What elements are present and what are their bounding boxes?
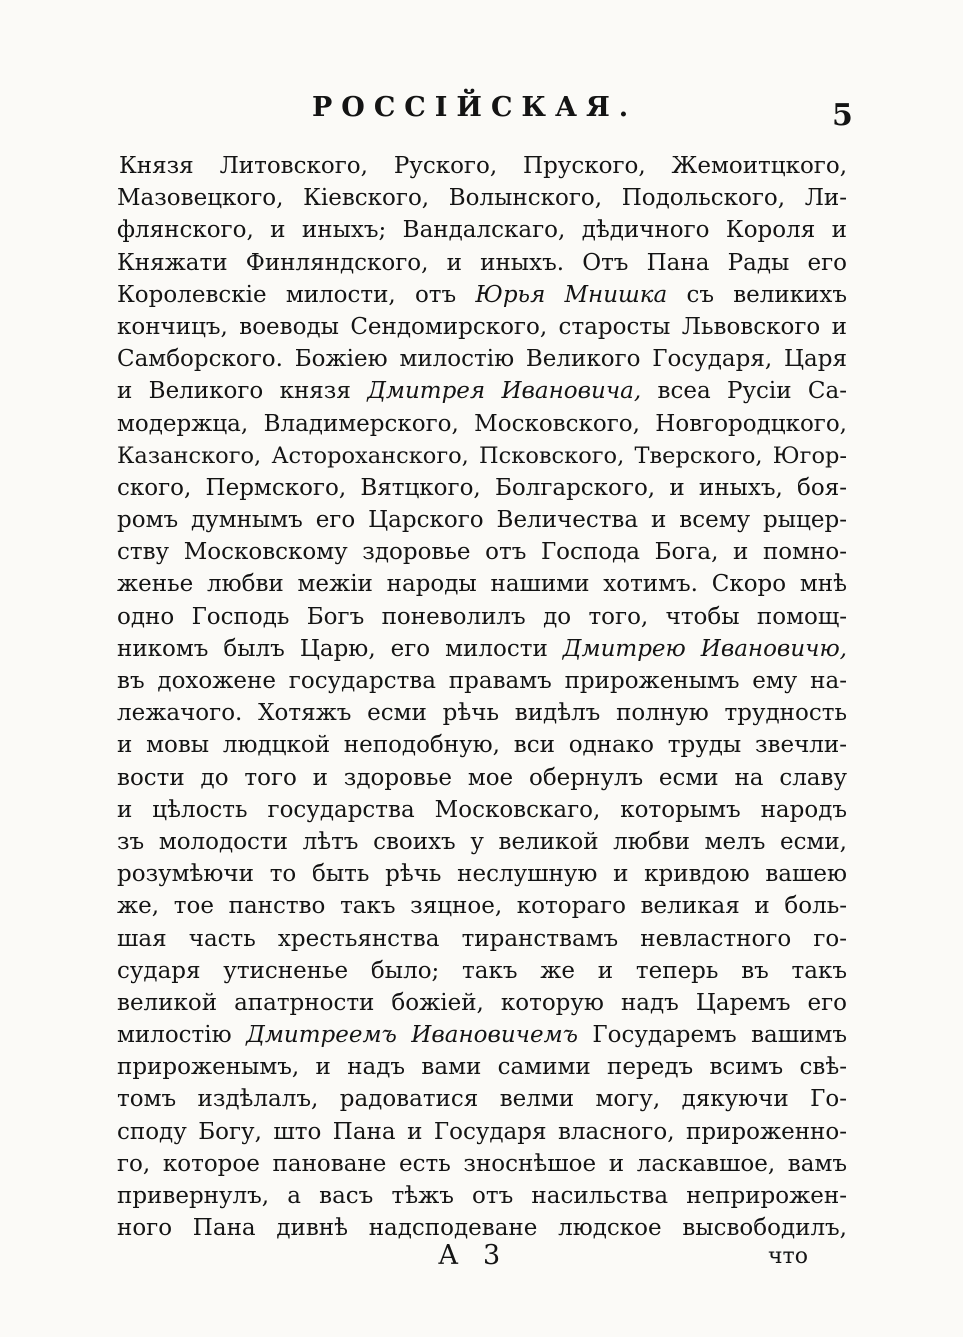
text-run: сударя утисненье было; такъ же и теперь въ такъ bbox=[117, 957, 847, 984]
text-line bbox=[117, 1083, 847, 1115]
text-run: Государемъ вашимъ bbox=[577, 1022, 847, 1049]
text-run: и Великого князя bbox=[117, 378, 368, 405]
text-run: Мазовецкого, Кіевского, Волынского, Подольского, Ли- bbox=[117, 185, 847, 212]
text-run: въ дохожене государства правамъ прироженымъ ему на- bbox=[117, 668, 847, 694]
text-run: всеа Русіи Са- bbox=[641, 378, 847, 405]
text-run: Самборского. Божіею милостію Великого Государя, Царя bbox=[117, 346, 847, 373]
text-run: и цѣлость государства Московскаго, которымъ народъ bbox=[117, 796, 847, 823]
text-line bbox=[117, 729, 847, 761]
text-run: никомъ былъ Царю, его милости bbox=[117, 635, 563, 662]
text-run: Князя Литовского, Руского, Пруского, Жемоитцкого, bbox=[119, 153, 847, 179]
text-line bbox=[117, 923, 847, 955]
text-line bbox=[117, 408, 847, 440]
text-run: розумѣючи то быть рѣчь неслушную и кривдою вашею bbox=[117, 861, 847, 888]
text-line bbox=[117, 536, 847, 568]
body-text bbox=[117, 150, 847, 1244]
page-footer bbox=[0, 1240, 963, 1280]
text-run: ного Пана дивнѣ надсподеване людское высвободилъ, bbox=[117, 1215, 847, 1242]
text-line bbox=[117, 568, 847, 600]
text-run: ского, Пермского, Вятцкого, Болгарского, и иныхъ, боя- bbox=[117, 474, 847, 501]
text-run: кончицъ, воеводы Сендомирского, старосты Львовского и bbox=[117, 313, 847, 340]
text-line bbox=[117, 826, 847, 858]
italic-name: Юрья Мнишка bbox=[475, 281, 668, 308]
text-run: милостію bbox=[117, 1022, 247, 1049]
text-line bbox=[117, 794, 847, 826]
text-line bbox=[117, 601, 847, 633]
text-line bbox=[117, 150, 847, 182]
text-line bbox=[117, 1180, 847, 1212]
text-line bbox=[117, 665, 847, 697]
text-run: прироженымъ, и надъ вами самими передъ всимъ свѣ- bbox=[117, 1054, 847, 1081]
text-line bbox=[117, 472, 847, 504]
text-run: зъ молодости лѣтъ своихъ у великой любви мелъ есми, bbox=[117, 828, 847, 855]
text-run: и мовы людцкой неподобную, вси однако труды звечли- bbox=[117, 732, 847, 759]
text-run: шая часть хрестьянства тиранствамъ невластного го- bbox=[117, 925, 847, 952]
text-line bbox=[117, 633, 847, 665]
text-run: вости до того и здоровье мое обернулъ есми на славу bbox=[117, 764, 847, 791]
page-title: РОССІЙСКАЯ. bbox=[312, 92, 638, 123]
catchword: что bbox=[768, 1244, 808, 1269]
text-line bbox=[117, 1116, 847, 1148]
text-run: ромъ думнымъ его Царского Величества и всему рыцер- bbox=[117, 507, 847, 534]
text-line bbox=[117, 440, 847, 472]
text-run: ству Московскому здоровье отъ Господа Бога, и помно- bbox=[117, 539, 847, 566]
text-line bbox=[117, 279, 847, 311]
text-line bbox=[117, 182, 847, 214]
text-run: съ великихъ bbox=[667, 281, 847, 308]
text-run: же, тое панство такъ зяцное, котораго великая и боль- bbox=[117, 893, 847, 920]
running-header bbox=[0, 92, 963, 136]
text-line bbox=[117, 762, 847, 794]
text-line bbox=[117, 504, 847, 536]
text-run: великой апатрности божіей, которую надъ Царемъ его bbox=[117, 989, 847, 1016]
text-line bbox=[117, 311, 847, 343]
text-line bbox=[117, 955, 847, 987]
text-run: томъ издѣлалъ, радоватися велми могу, дякуючи Го- bbox=[117, 1086, 847, 1113]
text-line bbox=[117, 1019, 847, 1051]
italic-name: Дмитреемъ Ивановичемъ bbox=[246, 1022, 578, 1049]
text-line bbox=[117, 858, 847, 890]
text-run: споду Богу, што Пана и Государя власного, прироженно- bbox=[117, 1118, 847, 1145]
text-line bbox=[117, 343, 847, 375]
italic-name: Дмитрея Ивановича, bbox=[367, 378, 642, 405]
text-run: женье любви межіи народы нашими хотимъ. Скоро мнѣ bbox=[117, 571, 847, 598]
text-line bbox=[117, 1051, 847, 1083]
text-run: модержца, Владимерского, Московского, Новгородцкого, bbox=[117, 410, 847, 437]
text-line bbox=[117, 375, 847, 407]
text-run: го, которое пановане есть зноснѣшое и ласкавшое, вамъ bbox=[117, 1150, 847, 1177]
text-run: флянского, и иныхъ; Вандалскаго, дѣдичного Короля и bbox=[117, 217, 847, 244]
text-run: лежачого. Хотяжъ есми рѣчь видѣлъ полную трудность bbox=[117, 700, 847, 727]
text-run: Княжати Финляндского, и иныхъ. Отъ Пана Рады его bbox=[117, 249, 847, 276]
signature-mark: А 3 bbox=[438, 1240, 509, 1271]
text-line bbox=[117, 890, 847, 922]
text-run: Казанского, Астороханского, Псковского, Тверского, Югор- bbox=[117, 442, 847, 469]
text-line bbox=[117, 1148, 847, 1180]
italic-name: Дмитрею Ивановичю, bbox=[562, 635, 847, 662]
text-line bbox=[117, 697, 847, 729]
text-line bbox=[117, 214, 847, 246]
page-number: 5 bbox=[832, 98, 853, 133]
text-run: привернулъ, а васъ тѣжъ отъ насильства неприрожен- bbox=[117, 1183, 847, 1209]
text-line bbox=[117, 987, 847, 1019]
text-run: одно Господь Богъ поневолилъ до того, чтобы помощ- bbox=[117, 603, 847, 630]
text-line bbox=[117, 247, 847, 279]
text-run: Королевскіе милости, отъ bbox=[117, 281, 476, 308]
